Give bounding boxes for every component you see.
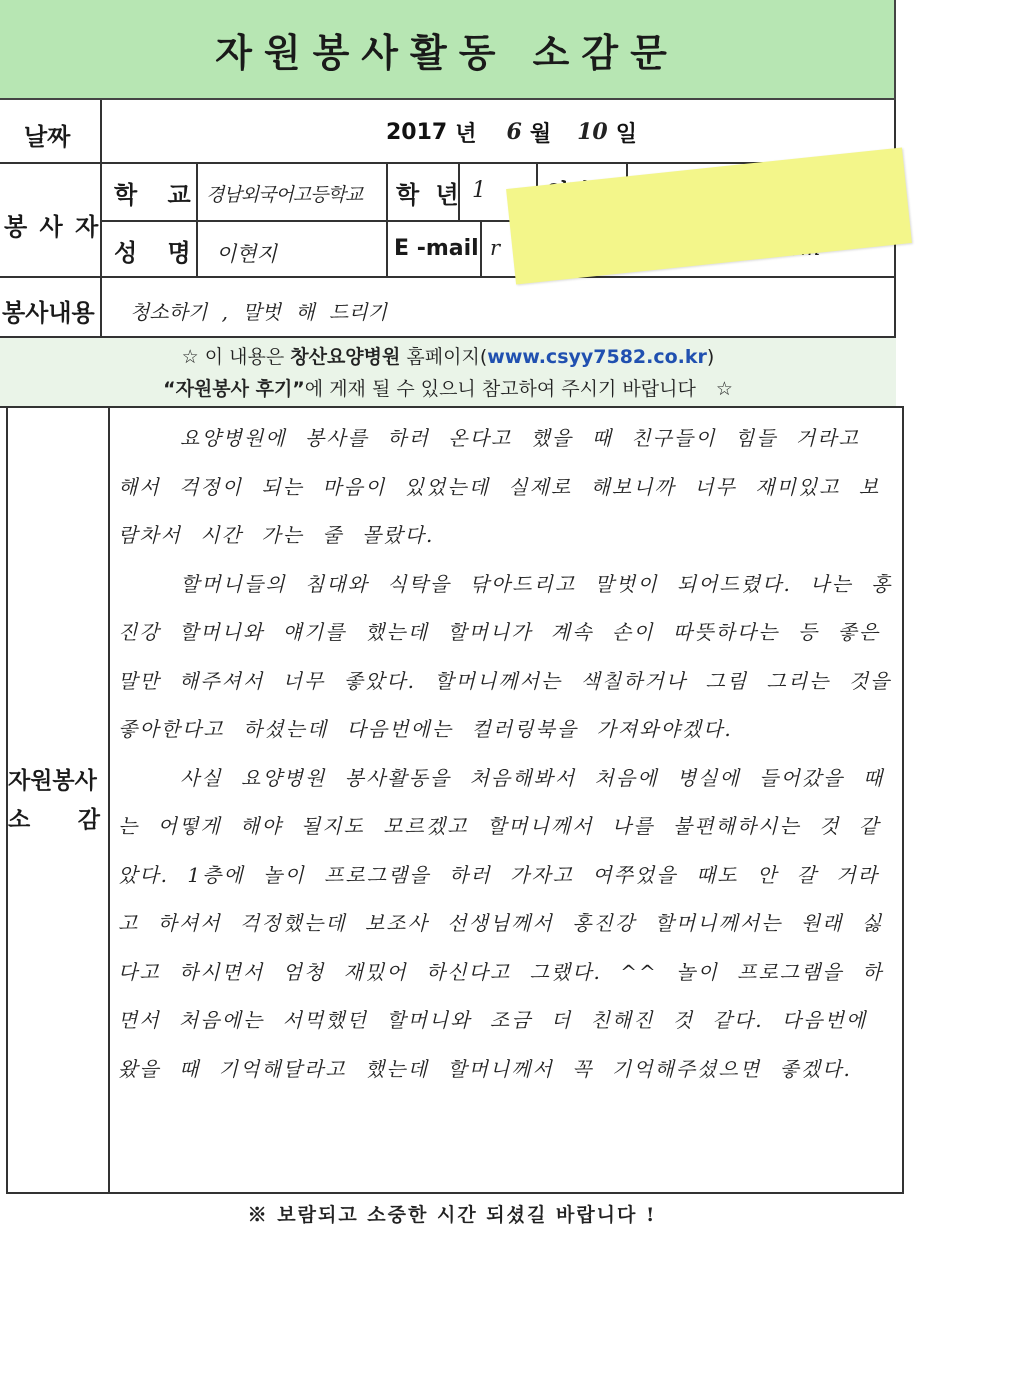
footer-note: ※ 보람되고 소중한 시간 되셨길 바랍니다 ! — [247, 1204, 657, 1226]
school-value: 경남외국어고등학교 — [206, 184, 363, 206]
volunteer-label: 봉 사 자 — [4, 212, 101, 241]
date-label: 날짜 — [24, 122, 71, 151]
impressions-label: 자원봉사 소 감 — [8, 768, 100, 833]
page-title: 자원봉사활동 소감문 — [0, 0, 896, 100]
hospital-name: 창산요양병원 — [290, 346, 401, 368]
essay-paragraph: 할머니들의 침대와 식탁을 닦아드리고 말벗이 되어드렸다. 나는 홍진강 할머니와 얘기를 했는데 할머니가 계속 손이 따뜻하다는 등 좋은 말만 해주셔서 너무 좋았다. 할머니께서는 색칠하거나 그림 그리는 것을 좋아한다고 하셨는데 다음번에는 컬러링북을 가져와야겠다. — [118, 571, 893, 741]
essay-paragraph: 사실 요양병원 봉사활동을 처음해봐서 처음에 병실에 들어갔을 때는 어떻게 해야 될지도 모르겠고 할머니께서 나를 불편해하시는 것 같았다. 1층에 놀이 프로그램을 하러 가자고 여쭈었을 때도 안 갈 거라고 하셔서 걱정했는데 보조사 선생님께서 홍진강 할머니께서는 원래 싫다고 하시면서 엄청 재밌어 하신다고 그랬다. ^^ 놀이 프로그램을 하면서 처음에는 서먹했던 할머니와 조금 더 친해진 것 같다. 다음번에 왔을 때 기억해달라고 했는데 할머니께서 꼭 기억해주셨으면 좋겠다. — [118, 765, 885, 1081]
grade-value: 1 — [472, 178, 486, 203]
school-label: 학 교 — [114, 180, 191, 209]
date-value — [386, 114, 637, 150]
grade-label: 학 년 — [396, 180, 459, 209]
date-month: 6 — [506, 119, 522, 145]
date-month-unit: 월 — [529, 121, 552, 147]
date-year-unit: 년 — [455, 121, 477, 147]
email-label: E -mail — [394, 235, 479, 261]
email-value-start: r — [490, 236, 501, 260]
notice-line-2: “자원봉사 후기”에 게재 될 수 있으니 참고하여 주시기 바랍니다 ☆ — [163, 378, 733, 400]
service-content-value: 청소하기 , 말벗 해 드리기 — [130, 300, 387, 324]
star-icon: ☆ — [715, 378, 733, 400]
review-quote: “자원봉사 후기” — [163, 378, 305, 400]
name-value: 이현지 — [216, 242, 277, 266]
essay-paragraph: 요양병원에 봉사를 하러 온다고 했을 때 친구들이 힘들 거라고 해서 걱정이 되는 마음이 있었는데 실제로 해보니까 너무 재미있고 보람차서 시간 가는 줄 몰랐다. — [118, 426, 881, 547]
impressions-essay — [118, 414, 896, 1184]
notice-line-1: ☆ 이 내용은 창산요양병원 홈페이지(www.csyy7582.co.kr) — [181, 346, 715, 368]
sticky-note — [506, 147, 912, 284]
star-icon: ☆ — [181, 346, 199, 368]
date-day: 10 — [577, 119, 608, 145]
date-day-unit: 일 — [615, 121, 637, 147]
service-content-label: 봉사내용 — [2, 298, 95, 327]
date-year: 2017 — [386, 119, 448, 145]
name-label: 성 명 — [114, 238, 191, 267]
homepage-link[interactable]: www.csyy7582.co.kr — [487, 346, 707, 368]
